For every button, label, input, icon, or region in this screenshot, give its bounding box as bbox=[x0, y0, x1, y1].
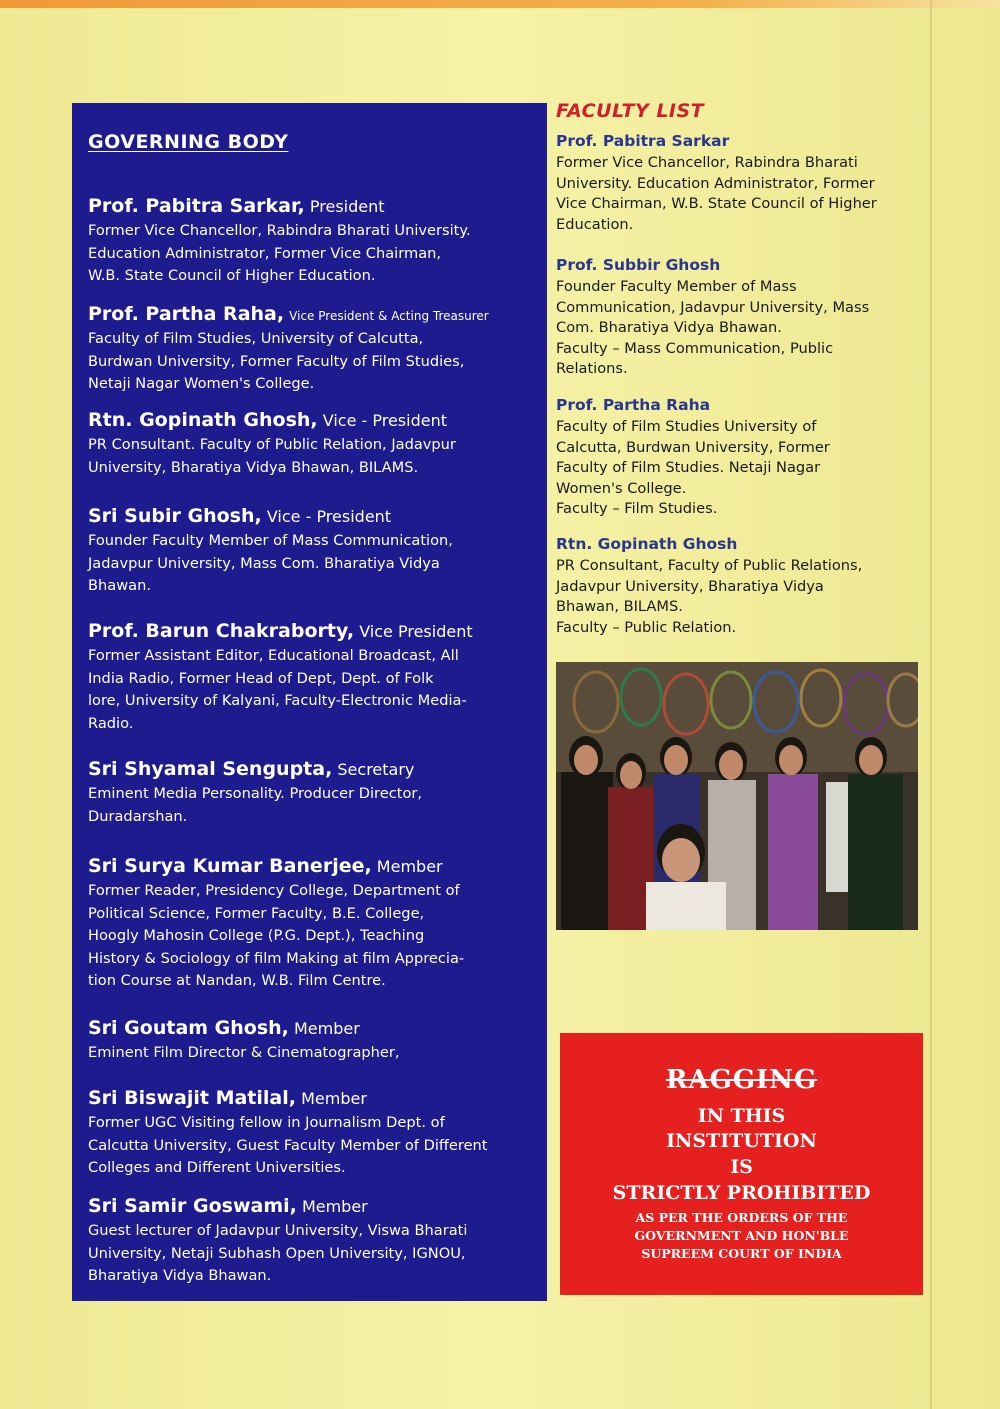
description-line: Faculty – Mass Communication, Public bbox=[556, 339, 834, 357]
description-line: Com. Bharatiya Vidya Bhawan. bbox=[556, 319, 782, 336]
description-line: Jadavpur University, Mass Com. Bharatiya Vidya bbox=[88, 554, 440, 572]
description-line: Relations. bbox=[556, 360, 628, 377]
description-line: Bharatiya Vidya Bhawan. bbox=[88, 1267, 272, 1284]
description-line: Faculty of Film Studies University of bbox=[556, 418, 817, 435]
description-line: Eminent Film Director & Cinematographer, bbox=[88, 1044, 400, 1061]
faculty-description bbox=[556, 556, 916, 638]
students-group-photo bbox=[556, 662, 918, 930]
description-line: PR Consultant. Faculty of Public Relation, Jadavpur bbox=[88, 436, 456, 453]
photo-illustration bbox=[556, 662, 918, 930]
faculty-name: Rtn. Gopinath Ghosh bbox=[556, 535, 738, 553]
notice-line: IS bbox=[730, 1156, 753, 1178]
description-line: lore, University of Kalyani, Faculty-Electronic Media- bbox=[88, 692, 467, 709]
description-line: Former Vice Chancellor, Rabindra Bharati bbox=[556, 154, 858, 171]
description-line: Faculty of Film Studies. Netaji Nagar bbox=[556, 459, 821, 476]
member-role: Member bbox=[376, 857, 443, 876]
member-role: Secretary bbox=[337, 760, 415, 779]
description-line: Faculty of Film Studies, University of Calcutta, bbox=[88, 330, 424, 347]
member-description bbox=[88, 783, 538, 828]
description-line: Colleges and Different Universities. bbox=[88, 1159, 346, 1176]
description-line: Radio. bbox=[88, 714, 134, 732]
description-line: W.B. State Council of Higher Education. bbox=[88, 267, 376, 284]
description-line: Guest lecturer of Jadavpur University, Viswa Bharati bbox=[88, 1222, 468, 1239]
faculty-entry bbox=[556, 132, 916, 235]
member-name: Prof. Barun Chakraborty, bbox=[88, 620, 355, 642]
faculty-entry bbox=[556, 396, 916, 520]
member-entry bbox=[88, 505, 538, 598]
description-line: tion Course at Nandan, W.B. Film Centre. bbox=[88, 972, 386, 989]
description-line: Bhawan, BILAMS. bbox=[556, 598, 683, 615]
member-entry bbox=[88, 1017, 538, 1065]
member-role: Vice President & Acting Treasurer bbox=[289, 309, 489, 323]
description-line: Political Science, Former Faculty, B.E. College, bbox=[88, 904, 425, 922]
anti-ragging-notice bbox=[560, 1033, 923, 1295]
governing-body-panel bbox=[72, 103, 547, 1301]
member-role: Member bbox=[301, 1197, 368, 1216]
member-name: Sri Samir Goswami, bbox=[88, 1195, 297, 1217]
member-entry bbox=[88, 303, 538, 396]
notice-small-line: GOVERNMENT AND HON'BLE bbox=[634, 1228, 849, 1243]
member-entry bbox=[88, 758, 538, 828]
description-line: Vice Chairman, W.B. State Council of Higher bbox=[556, 195, 877, 212]
member-name: Rtn. Gopinath Ghosh, bbox=[88, 409, 318, 431]
notice-small-line: AS PER THE ORDERS OF THE bbox=[635, 1210, 848, 1225]
description-line: History & Sociology of film Making at film Apprecia- bbox=[88, 949, 465, 967]
member-description bbox=[88, 328, 538, 396]
description-line: Faculty – Film Studies. bbox=[556, 500, 718, 517]
member-name: Sri Biswajit Matilal, bbox=[88, 1087, 296, 1109]
description-line: Women's College. bbox=[556, 479, 687, 497]
member-role: Vice - President bbox=[266, 507, 392, 526]
description-line: Education. bbox=[556, 215, 634, 233]
member-description bbox=[88, 645, 538, 735]
notice-line: IN THIS bbox=[697, 1105, 786, 1127]
member-description bbox=[88, 1112, 538, 1180]
notice-title: RAGGING bbox=[665, 1065, 818, 1095]
description-line: Netaji Nagar Women's College. bbox=[88, 375, 315, 392]
faculty-entry bbox=[556, 535, 916, 638]
description-line: India Radio, Former Head of Dept, Dept. of Folk bbox=[88, 669, 434, 687]
description-line: Former Assistant Editor, Educational Broadcast, All bbox=[88, 647, 459, 664]
member-entry bbox=[88, 409, 538, 479]
notice-line: INSTITUTION bbox=[666, 1130, 817, 1152]
description-line: Calcutta, Burdwan University, Former bbox=[556, 438, 830, 456]
member-description bbox=[88, 220, 538, 288]
member-name: Prof. Partha Raha, bbox=[88, 303, 285, 325]
member-name: Sri Surya Kumar Banerjee, bbox=[88, 855, 372, 877]
member-description bbox=[88, 530, 538, 598]
description-line: Calcutta University, Guest Faculty Member of Different bbox=[88, 1136, 488, 1154]
notice-small-line: SUPREEM COURT OF INDIA bbox=[641, 1246, 842, 1261]
faculty-list-heading: FACULTY LIST bbox=[556, 100, 705, 122]
member-name: Sri Shyamal Sengupta, bbox=[88, 758, 333, 780]
description-line: Education Administrator, Former Vice Chairman, bbox=[88, 244, 442, 262]
faculty-description bbox=[556, 417, 916, 520]
member-description bbox=[88, 1220, 538, 1288]
notice-line: STRICTLY PROHIBITED bbox=[612, 1182, 871, 1204]
faculty-name: Prof. Pabitra Sarkar bbox=[556, 132, 730, 150]
page-fold-line bbox=[930, 0, 932, 1409]
member-description bbox=[88, 880, 538, 993]
description-line: Communication, Jadavpur University, Mass bbox=[556, 298, 870, 316]
member-name: Sri Goutam Ghosh, bbox=[88, 1017, 289, 1039]
description-line: University, Bharatiya Vidya Bhawan, BILAMS. bbox=[88, 458, 419, 476]
member-role: Vice - President bbox=[322, 411, 447, 430]
description-line: Faculty – Public Relation. bbox=[556, 618, 737, 636]
description-line: PR Consultant, Faculty of Public Relations, bbox=[556, 557, 863, 574]
member-description bbox=[88, 1042, 538, 1065]
faculty-name: Prof. Partha Raha bbox=[556, 396, 711, 414]
faculty-description bbox=[556, 277, 916, 380]
description-line: Hoogly Mahosin College (P.G. Dept.), Teaching bbox=[88, 927, 425, 944]
member-role: Member bbox=[301, 1089, 367, 1108]
faculty-name: Prof. Subbir Ghosh bbox=[556, 256, 721, 274]
description-line: Duradarshan. bbox=[88, 807, 188, 825]
top-color-strip bbox=[0, 0, 1000, 8]
description-line: Bhawan. bbox=[88, 577, 151, 594]
description-line: Burdwan University, Former Faculty of Film Studies, bbox=[88, 352, 465, 370]
member-entry bbox=[88, 620, 538, 735]
member-name: Sri Subir Ghosh, bbox=[88, 505, 262, 527]
member-role: President bbox=[309, 197, 385, 216]
description-line: Jadavpur University, Bharatiya Vidya bbox=[556, 577, 824, 595]
description-line: Former Reader, Presidency College, Department of bbox=[88, 882, 460, 899]
description-line: University, Netaji Subhash Open University, IGNOU, bbox=[88, 1244, 466, 1262]
member-role: Vice President bbox=[359, 622, 473, 641]
description-line: Former Vice Chancellor, Rabindra Bharati University. bbox=[88, 222, 471, 239]
member-name: Prof. Pabitra Sarkar, bbox=[88, 195, 305, 217]
member-role: Member bbox=[294, 1019, 360, 1038]
member-entry bbox=[88, 195, 538, 288]
faculty-entry bbox=[556, 256, 916, 380]
description-line: Eminent Media Personality. Producer Director, bbox=[88, 785, 423, 802]
member-entry bbox=[88, 855, 538, 993]
description-line: Founder Faculty Member of Mass bbox=[556, 278, 797, 295]
description-line: University. Education Administrator, Former bbox=[556, 174, 875, 192]
description-line: Founder Faculty Member of Mass Communication, bbox=[88, 532, 453, 549]
governing-body-heading: GOVERNING BODY bbox=[88, 131, 289, 153]
faculty-description bbox=[556, 153, 916, 235]
member-entry bbox=[88, 1195, 538, 1288]
description-line: Former UGC Visiting fellow in Journalism Dept. of bbox=[88, 1114, 445, 1131]
member-entry bbox=[88, 1087, 538, 1180]
member-description bbox=[88, 434, 538, 479]
